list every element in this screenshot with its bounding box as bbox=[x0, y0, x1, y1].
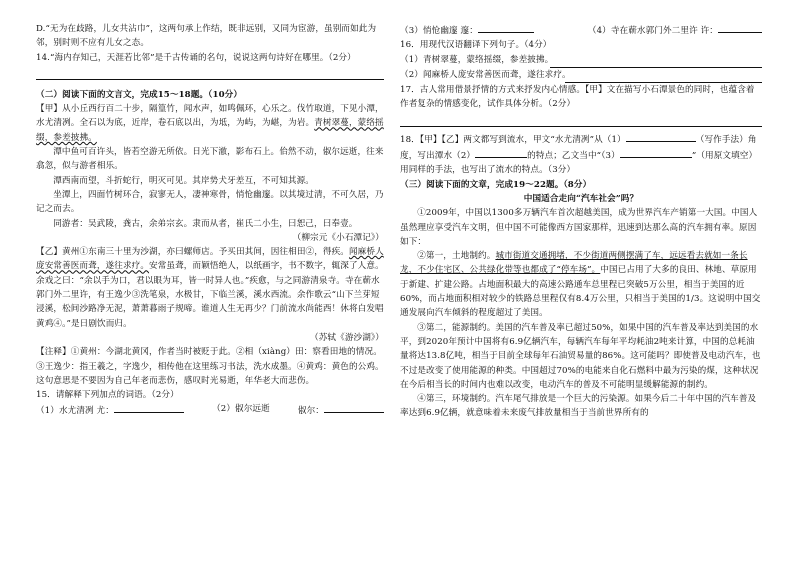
question-14: 14.“海内存知己，天涯若比邻”是千古传诵的名句，说说这两句诗好在哪里。（2分） bbox=[36, 52, 356, 63]
yi-text-1: 【乙】黄州①东南三十里为沙湖，亦曰螺师店。予买田其间，因往相田②，得疾。 bbox=[36, 247, 349, 258]
question-15: 15．请解释下列加点的词语。（2分） bbox=[36, 390, 179, 401]
jia-p1-underlined: 青树翠蔓，蒙络摇缀，参差披拂。 bbox=[36, 118, 384, 143]
q16-item-1: （1）青树翠蔓，蒙络摇缀，参差披拂。 bbox=[400, 54, 554, 65]
yi-source: （苏轼《游沙湖》） bbox=[310, 332, 384, 343]
article-paragraph-4: ④第三，环境制约。汽车尾气排放是一个巨大的污染源。如果今后二十年中国的汽车普及率达到6.9亿辆，就意味着未来废气排放量相当于当前世界所有的 bbox=[400, 394, 757, 419]
article-title: 中国适合走向“汽车社会”吗？ bbox=[523, 193, 639, 204]
q18-3-blank[interactable] bbox=[620, 147, 692, 158]
q16-item-2: （2）闻麻桥人庞安常善医而聋，遂往求疗。 bbox=[400, 69, 571, 80]
answer-line-14[interactable] bbox=[36, 65, 384, 80]
jia-p1-text: 【甲】从小丘西行百二十步，隔篁竹，闻水声，如鸣佩环，心乐之。伐竹取道，下见小潭，水尤清冽。全石以为底，近岸，卷石底以出，为坻，为屿，为嵁，为岩。 bbox=[36, 104, 384, 129]
section-3-title: （三）阅读下面的文章，完成19～22题。（8分） bbox=[400, 179, 592, 190]
yi-underlined: 闻麻桥人庞安常善医而聋，遂往求疗。 bbox=[36, 247, 384, 272]
question-15-row-2 bbox=[400, 22, 762, 38]
q15-item-1: （1）水尤清冽 尤： bbox=[36, 402, 184, 418]
yi-text-2: 安常虽聋，而颖悟绝人，以纸画字，书不数字，辄深了人意。余戏之曰：“余以手为口，君以眼为耳，皆一时异人也。”疾愈，与之同游清泉寺。寺在蕲水郭门外二里许，有王逸少③洗笔泉，水极甘，下临兰溪，溪水西流。余作歌云“山下兰芽短浸溪，松间沙路净无泥，萧萧暮雨子规啼。谁道人生无再少？门前流水尚能西！休将白发唱黄鸡④。”是日剧饮而归。 bbox=[36, 261, 384, 329]
q16-2-answer-line[interactable] bbox=[565, 68, 762, 83]
question-18: 18．【甲】【乙】两文都写到流水，甲文“水尤清冽”从（1） （写作手法）角度，写出潭水（2） 的特点；乙文当中“（3） ”（用原文填空）用同样的手法，也写出了流水的特点。（3分） bbox=[400, 131, 762, 178]
q18-2-blank[interactable] bbox=[475, 147, 527, 158]
q15-item-2: （2）俶尔远逝 bbox=[212, 404, 270, 415]
q17-answer-line[interactable] bbox=[400, 112, 762, 127]
option-d: D.“无为在歧路，儿女共沾巾”，这两句承上作结，既非远别，又同为宦游，虽别而如此为邻，别时则不应有儿女之态。 bbox=[36, 24, 377, 49]
q15-item-4: （4）寺在蕲水郭门外二里许 许： bbox=[588, 22, 762, 38]
yi-paragraph bbox=[36, 245, 384, 331]
jia-paragraph-1 bbox=[36, 102, 384, 145]
article-p2-underlined: 城市街道交通拥堵，不少街道两侧摆满了车，远远看去就如一条长龙，不少住宅区、公共绿化带等也都成了“停车场”。 bbox=[400, 251, 748, 276]
article-paragraph-2: ②第一，土地制约。城市街道交通拥堵，不少街道两侧摆满了车，远远看去就如一条长龙，不少住宅区、公共绿化带等也都成了“停车场”。中国已占用了大多的良田、林地、草原用于新建、扩建公路。占地面积最大的高速公路通车总里程已突破5万公里，相当于美国的近60%，而占地面积相对较少的铁路总里程仅有8.4万公里，只相当于美国的1/3。这说明中国交通发展向汽车倾斜的程度超过了美国。 bbox=[400, 251, 761, 319]
q15-item-3: （3）悄怆幽邃 邃： bbox=[400, 22, 534, 38]
article-paragraph-3: ③第二，能源制约。美国的汽车普及率已超过50%，如果中国的汽车普及率达到美国的水平，到2020年预计中国将有6.9亿辆汽车，每辆汽车每年平均耗油2吨来计算，中国的总耗油量将达13.8亿吨，相当于目前全球每年石油贸易量的86%。这可能吗？即使普及电动汽车，也不过是改变了使用能源的种类。中国超过70%的电能来自化石燃料中最为污染的煤，这种状况在今后相当长的时间内也难以改变，电动汽车的普及不可能明显缓解能源的制约。 bbox=[400, 322, 761, 390]
q15-3-blank[interactable] bbox=[478, 22, 534, 33]
left-column bbox=[36, 22, 384, 419]
q15-1-blank[interactable] bbox=[114, 402, 184, 413]
jia-paragraph-5: 同游者：吴武陵，龚古，余弟宗玄。隶而从者，崔氏二小生，曰恕己，曰奉壹。 bbox=[53, 218, 358, 229]
question-17: 17．古人常用借景抒情的方式来抒发内心情感。【甲】文在描写小石潭景色的同时，也蕴含着作者复杂的情感变化，试作具体分析。（2分） bbox=[400, 85, 755, 110]
q15-2-blank[interactable] bbox=[324, 402, 384, 413]
annotation-note: 【注释】①黄州：今湖北黄冈，作者当时被贬于此。②相（xiàng）田：察看田地的情况。③王逸少：指王羲之，字逸少，相传他在这里练习书法，洗水成墨。④黄鸡：黄色的公鸡。这句意思是不要因为自己年老而悲伤，感叹时光易逝，年华老大而悲伤。 bbox=[36, 347, 384, 386]
q18-1-blank[interactable] bbox=[626, 131, 696, 142]
jia-source: （柳宗元《小石潭记》） bbox=[292, 232, 384, 243]
q16-1-answer-line[interactable] bbox=[550, 53, 762, 68]
q15-4-blank[interactable] bbox=[718, 22, 762, 33]
question-16: 16．用现代汉语翻译下列句子。（4分） bbox=[400, 40, 552, 51]
right-column bbox=[400, 22, 762, 421]
section-2-title: （二）阅读下面的文言文，完成15～18题。（10分） bbox=[36, 89, 243, 100]
jia-paragraph-4: 坐潭上，四面竹树环合，寂寥无人，凄神寒骨，悄怆幽邃。以其境过清，不可久居，乃记之而去。 bbox=[36, 189, 384, 215]
jia-paragraph-2: 潭中鱼可百许头，皆若空游无所依。日光下澈，影布石上。佁然不动，俶尔远逝，往来翕忽，似与游者相乐。 bbox=[36, 147, 384, 172]
q15-item-2b: 俶尔： bbox=[298, 402, 384, 418]
jia-paragraph-3: 潭西南而望，斗折蛇行，明灭可见。其岸势犬牙差互，不可知其源。 bbox=[53, 175, 315, 186]
question-15-row-1 bbox=[36, 402, 384, 418]
article-paragraph-1: ①2009年，中国以1300多万辆汽车首次超越美国，成为世界汽车产销第一大国。中国人虽然理应享受汽车文明，但中国不可能像西方国家那样，迅速到达那么高的汽车拥有率。原因如下： bbox=[400, 208, 758, 247]
